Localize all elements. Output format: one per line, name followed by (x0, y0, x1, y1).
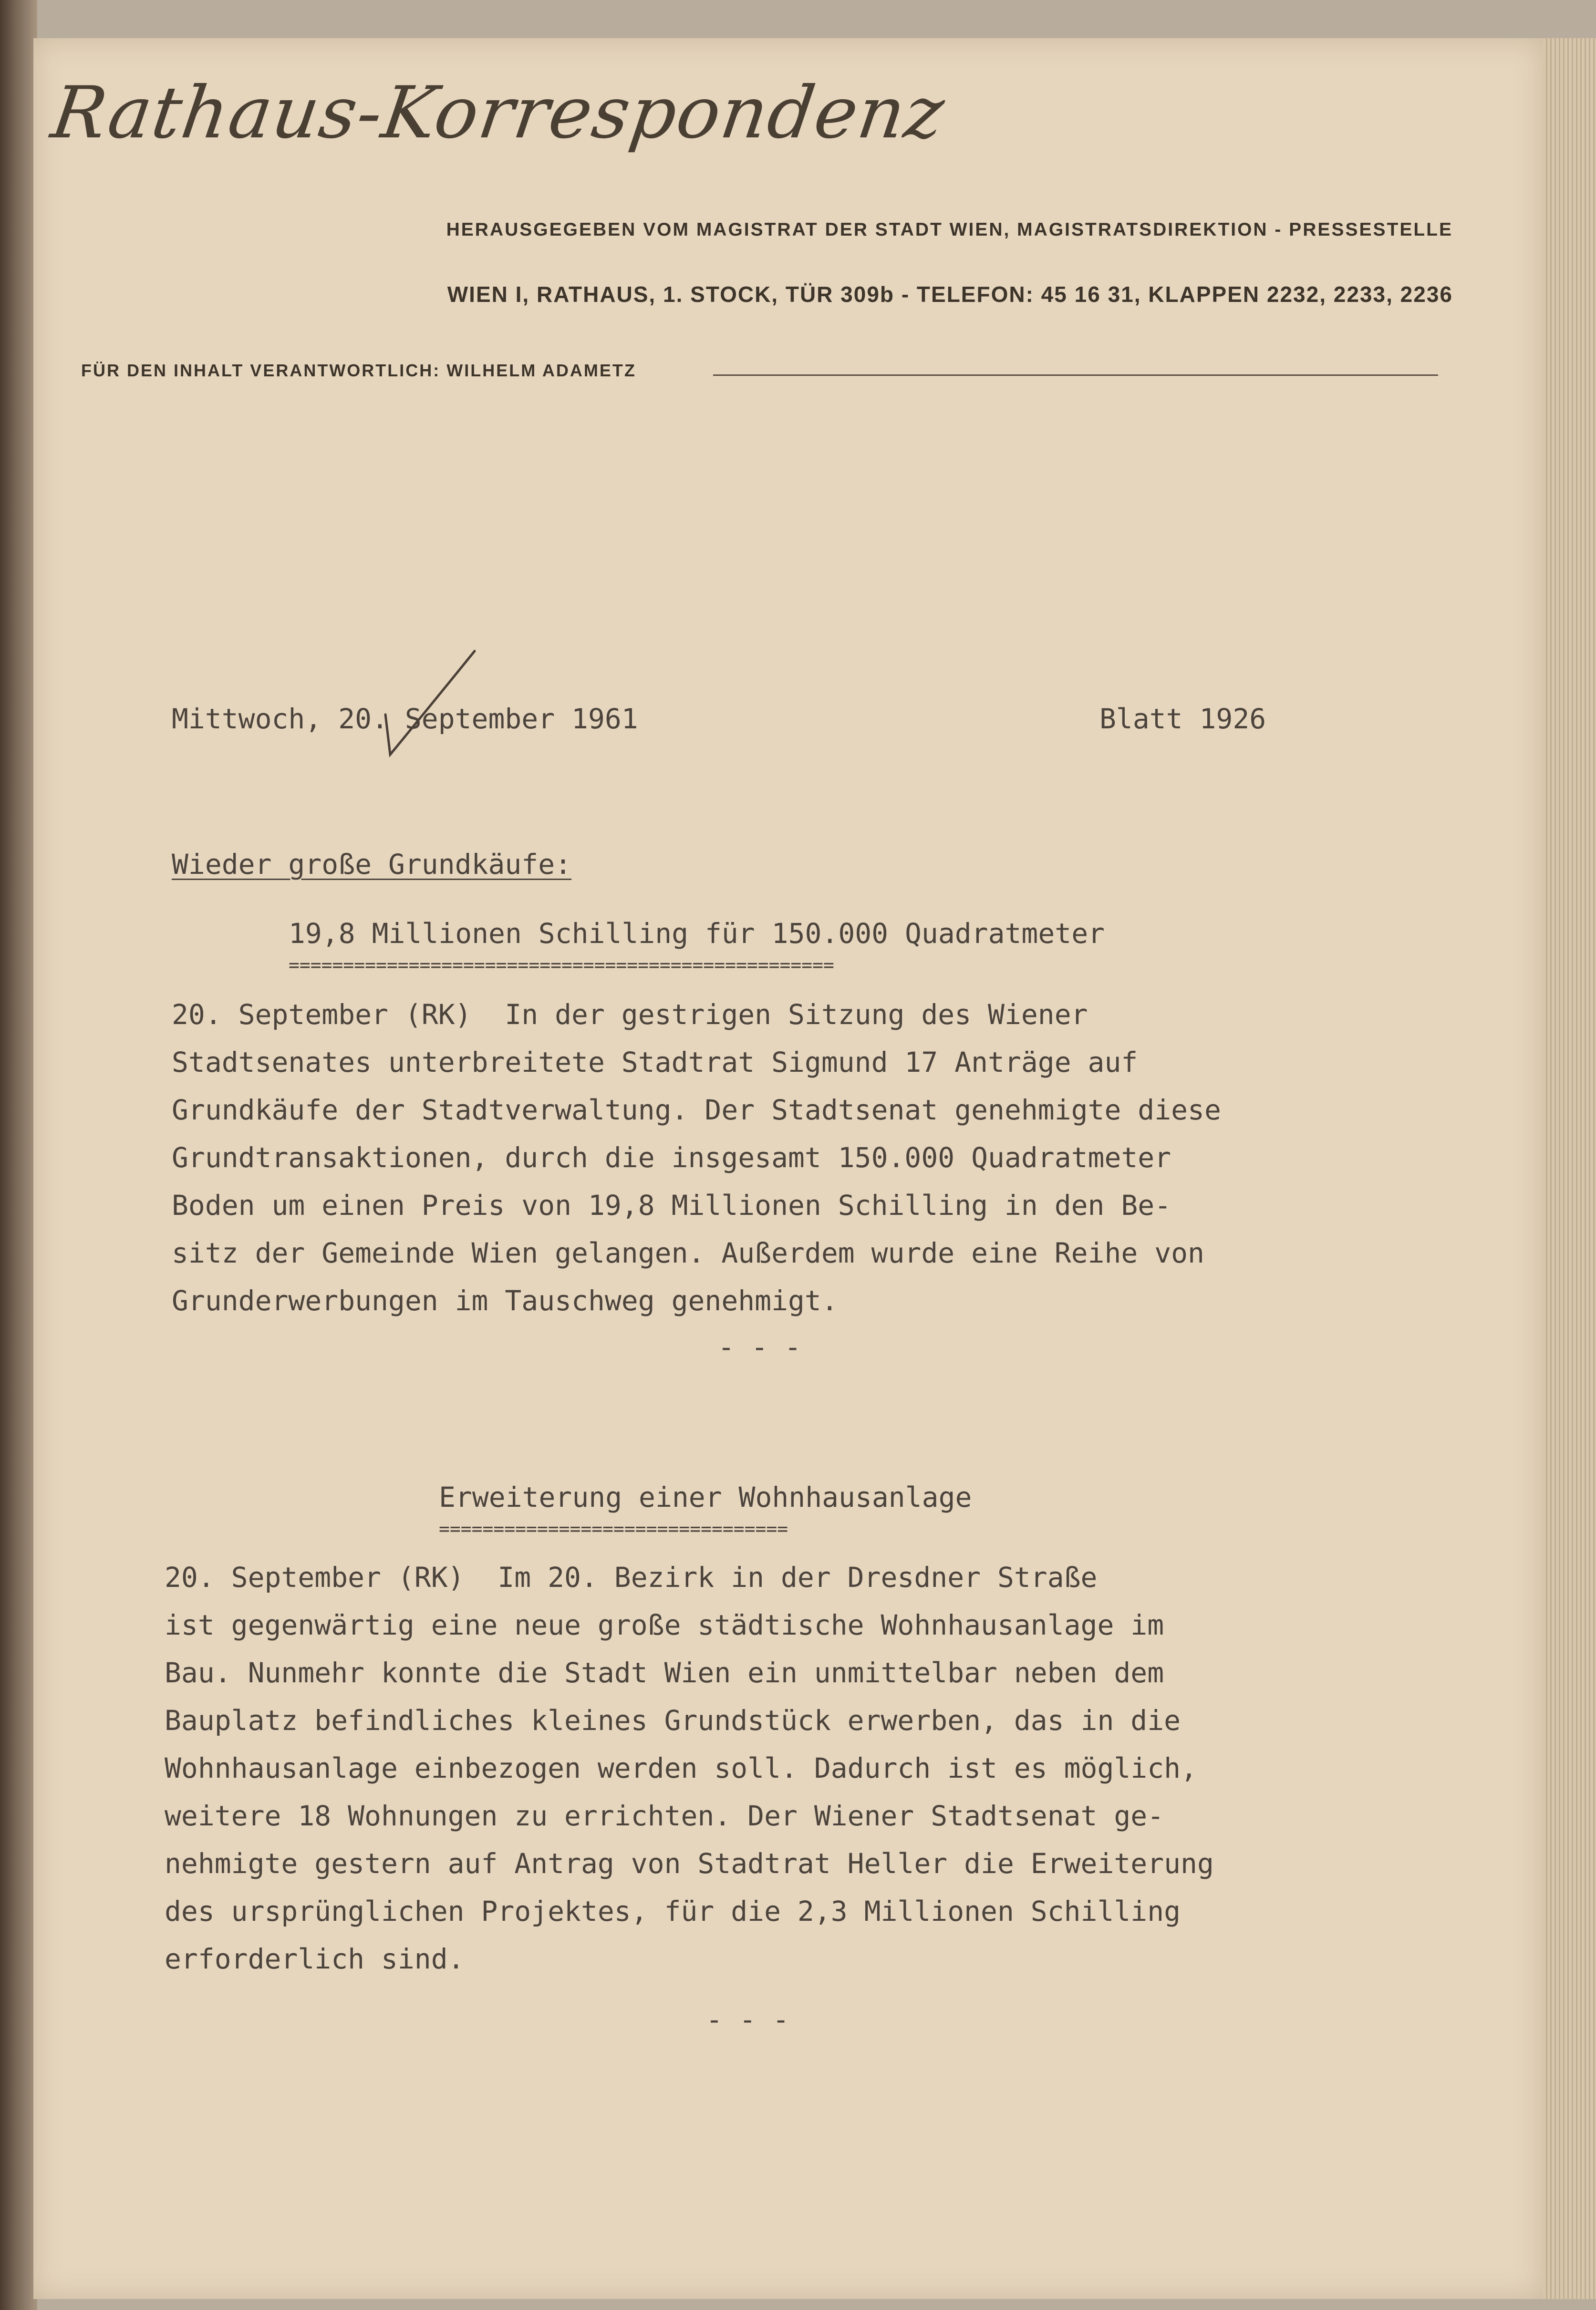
masthead-title: Rathaus-Korrespondenz (46, 72, 950, 155)
article1-line: Boden um einen Preis von 19,8 Millionen Schilling in den Be- (172, 1189, 1171, 1222)
article2-separator: - - - (706, 2003, 789, 2036)
responsible-editor: FÜR DEN INHALT VERANTWORTLICH: WILHELM ADAMETZ (81, 361, 636, 380)
article2-line: weitere 18 Wohnungen zu errichten. Der Wiener Stadtsenat ge- (165, 1800, 1164, 1832)
article2-line: Bauplatz befindliches kleines Grundstück erwerben, das in die (165, 1704, 1181, 1737)
article1-line: Stadtsenates unterbreitete Stadtrat Sigmund 17 Anträge auf (172, 1046, 1138, 1078)
article1-line: Grunderwerbungen im Tauschweg genehmigt. (172, 1284, 838, 1317)
article1-line: Grundtransaktionen, durch die insgesamt 150.000 Quadratmeter (172, 1141, 1171, 1174)
article2-line: Bau. Nunmehr konnte die Stadt Wien ein unmittelbar neben dem (165, 1657, 1164, 1689)
publisher-line: HERAUSGEGEBEN VOM MAGISTRAT DER STADT WIEN, MAGISTRATSDIREKTION - PRESSESTELLE (446, 219, 1453, 240)
article1-kicker: Wieder große Grundkäufe: (172, 848, 572, 880)
page-edges (1543, 38, 1596, 2299)
article1-headline: 19,8 Millionen Schilling für 150.000 Quadratmeter (289, 917, 1105, 950)
address-line: WIEN I, RATHAUS, 1. STOCK, TÜR 309b - TELEFON: 45 16 31, KLAPPEN 2232, 2233, 2236 (447, 282, 1453, 307)
article2-line: nehmigte gestern auf Antrag von Stadtrat Heller die Erweiterung (165, 1847, 1214, 1880)
article2-line: ist gegenwärtig eine neue große städtische Wohnhausanlage im (165, 1609, 1164, 1641)
article2-line: Wohnhausanlage einbezogen werden soll. Dadurch ist es möglich, (165, 1752, 1197, 1784)
article2-line: erforderlich sind. (165, 1943, 465, 1975)
article1-line: sitz der Gemeinde Wien gelangen. Außerdem wurde eine Reihe von (172, 1237, 1204, 1269)
article2-line: des ursprünglichen Projektes, für die 2,3 Millionen Schilling (165, 1895, 1181, 1927)
handwritten-check-mark (377, 649, 491, 773)
article2-double-rule: ================================ (439, 1518, 788, 1539)
sheet-number: Blatt 1926 (1099, 703, 1266, 735)
header-rule (713, 374, 1438, 376)
article1-line: 20. September (RK) In der gestrigen Sitzung des Wiener (172, 998, 1088, 1031)
book-binding (0, 0, 37, 2310)
date-line: Mittwoch, 20. September 1961 (172, 703, 638, 735)
article1-separator: - - - (718, 1331, 801, 1363)
article2-line: 20. September (RK) Im 20. Bezirk in der Dresdner Straße (165, 1561, 1098, 1594)
article2-headline: Erweiterung einer Wohnhausanlage (439, 1481, 972, 1513)
article1-line: Grundkäufe der Stadtverwaltung. Der Stadtsenat genehmigte diese (172, 1094, 1221, 1126)
article1-double-rule: ================================================== (289, 954, 834, 975)
